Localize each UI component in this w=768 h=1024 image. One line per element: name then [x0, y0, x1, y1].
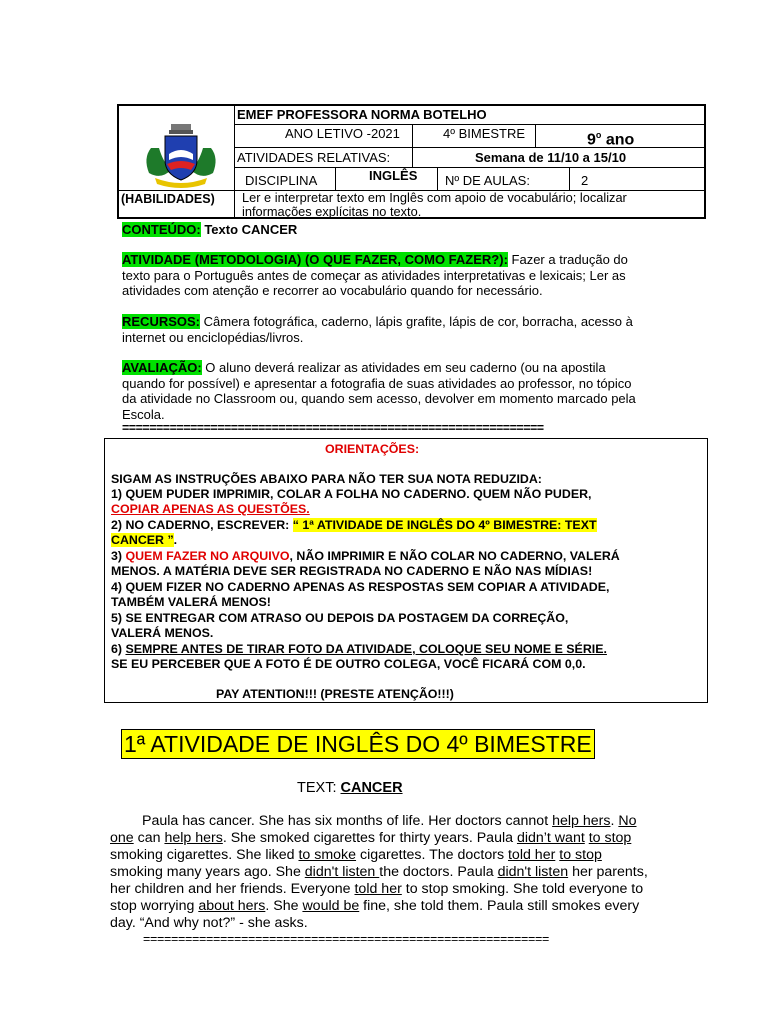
conteudo-label: CONTEÚDO:: [122, 222, 201, 237]
aulas-value: 2: [581, 173, 589, 188]
item-2-highlight: “ 1ª ATIVIDADE DE INGLÊS DO 4º BIMESTRE: TEXT: [292, 518, 597, 532]
story-line-5: [110, 881, 698, 898]
story-line-2: [110, 830, 698, 847]
habilidades-line1: Ler e interpretar texto em Inglês com apoio de vocabulário; localizar: [242, 190, 627, 205]
serie-superscript: o: [595, 130, 602, 140]
story-line-6: [110, 898, 698, 915]
story-l3-u1: to smoke: [298, 847, 357, 863]
item-2-line2: [111, 533, 701, 549]
atividade-line2: texto para o Português antes de começar as atividades interpretativas e lexicais; Ler as: [122, 267, 626, 283]
item-3-line1: [111, 549, 701, 565]
recursos-label: RECURSOS:: [122, 314, 201, 329]
story-l4-b: the doctors. Paula: [379, 864, 498, 880]
item-6-prefix: 6): [111, 642, 126, 656]
item-5-line2: VALERÁ MENOS.: [111, 626, 214, 640]
story-line-1: [110, 813, 698, 830]
orientacoes-intro: SIGAM AS INSTRUÇÕES ABAIXO PARA NÃO TER SUA NOTA REDUZIDA:: [111, 472, 542, 486]
item-6-line2: SE EU PERCEBER QUE A FOTO É DE OUTRO COLEGA, VOCÊ FICARÁ COM 0,0.: [111, 657, 586, 671]
item-4-line2: TAMBÉM VALERÁ MENOS!: [111, 595, 271, 609]
avaliacao-line4: Escola.: [122, 406, 165, 422]
item-2-period: .: [173, 533, 178, 547]
text-heading: [297, 780, 403, 796]
disciplina-value: INGLÊS: [369, 168, 418, 183]
item-6-underlined: SEMPRE ANTES DE TIRAR FOTO DA ATIVIDADE, COLOQUE SEU NOME E SÉRIE.: [125, 642, 607, 656]
story-l4-u2: didn't listen: [497, 864, 569, 880]
story-l4-u1: didn't listen: [304, 864, 380, 880]
separator-bottom: ==========================================================: [143, 932, 549, 946]
recursos-paragraph: [122, 314, 702, 345]
story-l3-u2: told her: [507, 847, 556, 863]
avaliacao-line1: O aluno deverá realizar as atividades em seu caderno (ou na apostila: [201, 360, 606, 375]
pay-attention: PAY ATENTION!!! (PRESTE ATENÇÃO!!!): [216, 687, 454, 701]
story-l3-a: smoking cigarettes. She liked: [110, 847, 299, 863]
disciplina-label: DISCIPLINA: [245, 173, 318, 188]
atividade-line1: Fazer a tradução do: [507, 252, 628, 267]
story-l2-a: can: [133, 830, 165, 846]
item-1-line2: COPIAR APENAS AS QUESTÕES.: [111, 502, 310, 516]
habilidades-label: (HABILIDADES): [121, 192, 215, 206]
atividade-line3: atividades com atenção e recorrer ao vocabulário quando for necessário.: [122, 283, 543, 298]
story-l6-a: stop worrying: [110, 898, 199, 914]
orientacoes-title: ORIENTAÇÕES:: [325, 442, 420, 456]
story-line-3: [110, 847, 698, 864]
story-l5-b: to stop smoking. She told everyone to: [401, 881, 644, 897]
story-l2-b: . She smoked cigarettes for thirty years. Paula: [222, 830, 517, 846]
avaliacao-line2: quando for possível) e apresentar a fotografia de suas atividades ao professor, no tópico: [122, 375, 632, 391]
item-3-red: QUEM FAZER NO ARQUIVO: [125, 549, 290, 563]
story-l4-a: smoking many years ago. She: [110, 864, 305, 880]
header-table: [117, 104, 706, 219]
bimestre: 4º BIMESTRE: [443, 126, 526, 141]
separator-top: ==============================================================: [122, 421, 544, 435]
story-l6-u1: about hers: [198, 898, 266, 914]
story-l1-b: .: [610, 813, 619, 829]
serie-label: ano: [601, 131, 635, 149]
atividade-label: ATIVIDADE (METODOLOGIA) (O QUE FAZER, COMO FAZER?):: [122, 252, 508, 267]
activity-title: 1ª ATIVIDADE DE INGLÊS DO 4º BIMESTRE: [121, 729, 595, 759]
story-l2-u3: didn’t want: [516, 830, 585, 846]
conteudo-line: [122, 222, 702, 238]
story-l1-u2: No: [618, 813, 637, 829]
item-4-line1: 4) QUEM FIZER NO CADERNO APENAS AS RESPOSTAS SEM COPIAR A ATIVIDADE,: [111, 580, 610, 594]
semana: Semana de 11/10 a 15/10: [475, 150, 627, 165]
item-2-line1: [111, 518, 701, 534]
story-l5-u1: told her: [354, 881, 402, 897]
story-l3-u3: to stop: [559, 847, 602, 863]
atividade-paragraph: [122, 252, 702, 299]
habilidades-line2: informações explícitas no texto.: [242, 204, 422, 219]
story-l2-u2: help hers: [164, 830, 223, 846]
text-title: CANCER: [340, 780, 403, 796]
story-l1-u1: help hers: [552, 813, 611, 829]
story-line-7: day. “And why not?” - she asks.: [110, 915, 308, 931]
item-3-prefix: 3): [111, 549, 126, 563]
story-l6-c: fine, she told them. Paula still smokes every: [359, 898, 640, 914]
story-l2-u4: to stop: [588, 830, 632, 846]
story-l2-u1: one: [110, 830, 134, 846]
item-3-line2: MENOS. A MATÉRIA DEVE SER REGISTRADA NO CADERNO E NÃO NAS MÍDIAS!: [111, 564, 593, 578]
recursos-line1: Câmera fotográfica, caderno, lápis grafite, lápis de cor, borracha, acesso à: [200, 314, 633, 329]
avaliacao-label: AVALIAÇÃO:: [122, 360, 202, 375]
school-crest-logo: [141, 118, 221, 190]
avaliacao-paragraph: [122, 360, 692, 422]
school-name: EMEF PROFESSORA NORMA BOTELHO: [237, 107, 487, 122]
item-3-rest: , NÃO IMPRIMIR E NÃO COLAR NO CADERNO, VALERÁ: [289, 549, 620, 563]
item-5-line1: 5) SE ENTREGAR COM ATRASO OU DEPOIS DA POSTAGEM DA CORREÇÃO,: [111, 611, 569, 625]
story-l6-b: . She: [265, 898, 303, 914]
item-2-prefix: 2) NO CADERNO, ESCREVER:: [111, 518, 293, 532]
story-l3-b: cigarettes. The doctors: [356, 847, 508, 863]
recursos-line2: internet ou enciclopédias/livros.: [122, 329, 304, 345]
item-6-line1: [111, 642, 701, 658]
orientacoes-box: [104, 438, 708, 703]
story-l5-a: her children and her friends. Everyone: [110, 881, 355, 897]
atividades-label: ATIVIDADES RELATIVAS:: [237, 150, 391, 165]
text-label: TEXT:: [297, 780, 341, 796]
story-line-4: [110, 864, 698, 881]
item-1-line1: 1) QUEM PUDER IMPRIMIR, COLAR A FOLHA NO CADERNO. QUEM NÃO PUDER,: [111, 487, 592, 501]
aulas-label: Nº DE AULAS:: [445, 173, 530, 188]
story-text: [110, 813, 698, 932]
avaliacao-line3: da atividade no Classroom ou, quando sem acesso, devolver em momento marcado pela: [122, 391, 636, 406]
serie: [587, 127, 634, 148]
ano-letivo: ANO LETIVO -2021: [285, 126, 400, 141]
story-l1-a: Paula has cancer. She has six months of life. Her doctors cannot: [142, 813, 553, 829]
serie-number: 9: [587, 131, 596, 149]
story-l6-u2: would be: [302, 898, 360, 914]
story-l4-c: her parents,: [568, 864, 648, 880]
item-2-highlight-end: CANCER ”: [111, 533, 174, 547]
conteudo-value: Texto CANCER: [200, 222, 298, 237]
